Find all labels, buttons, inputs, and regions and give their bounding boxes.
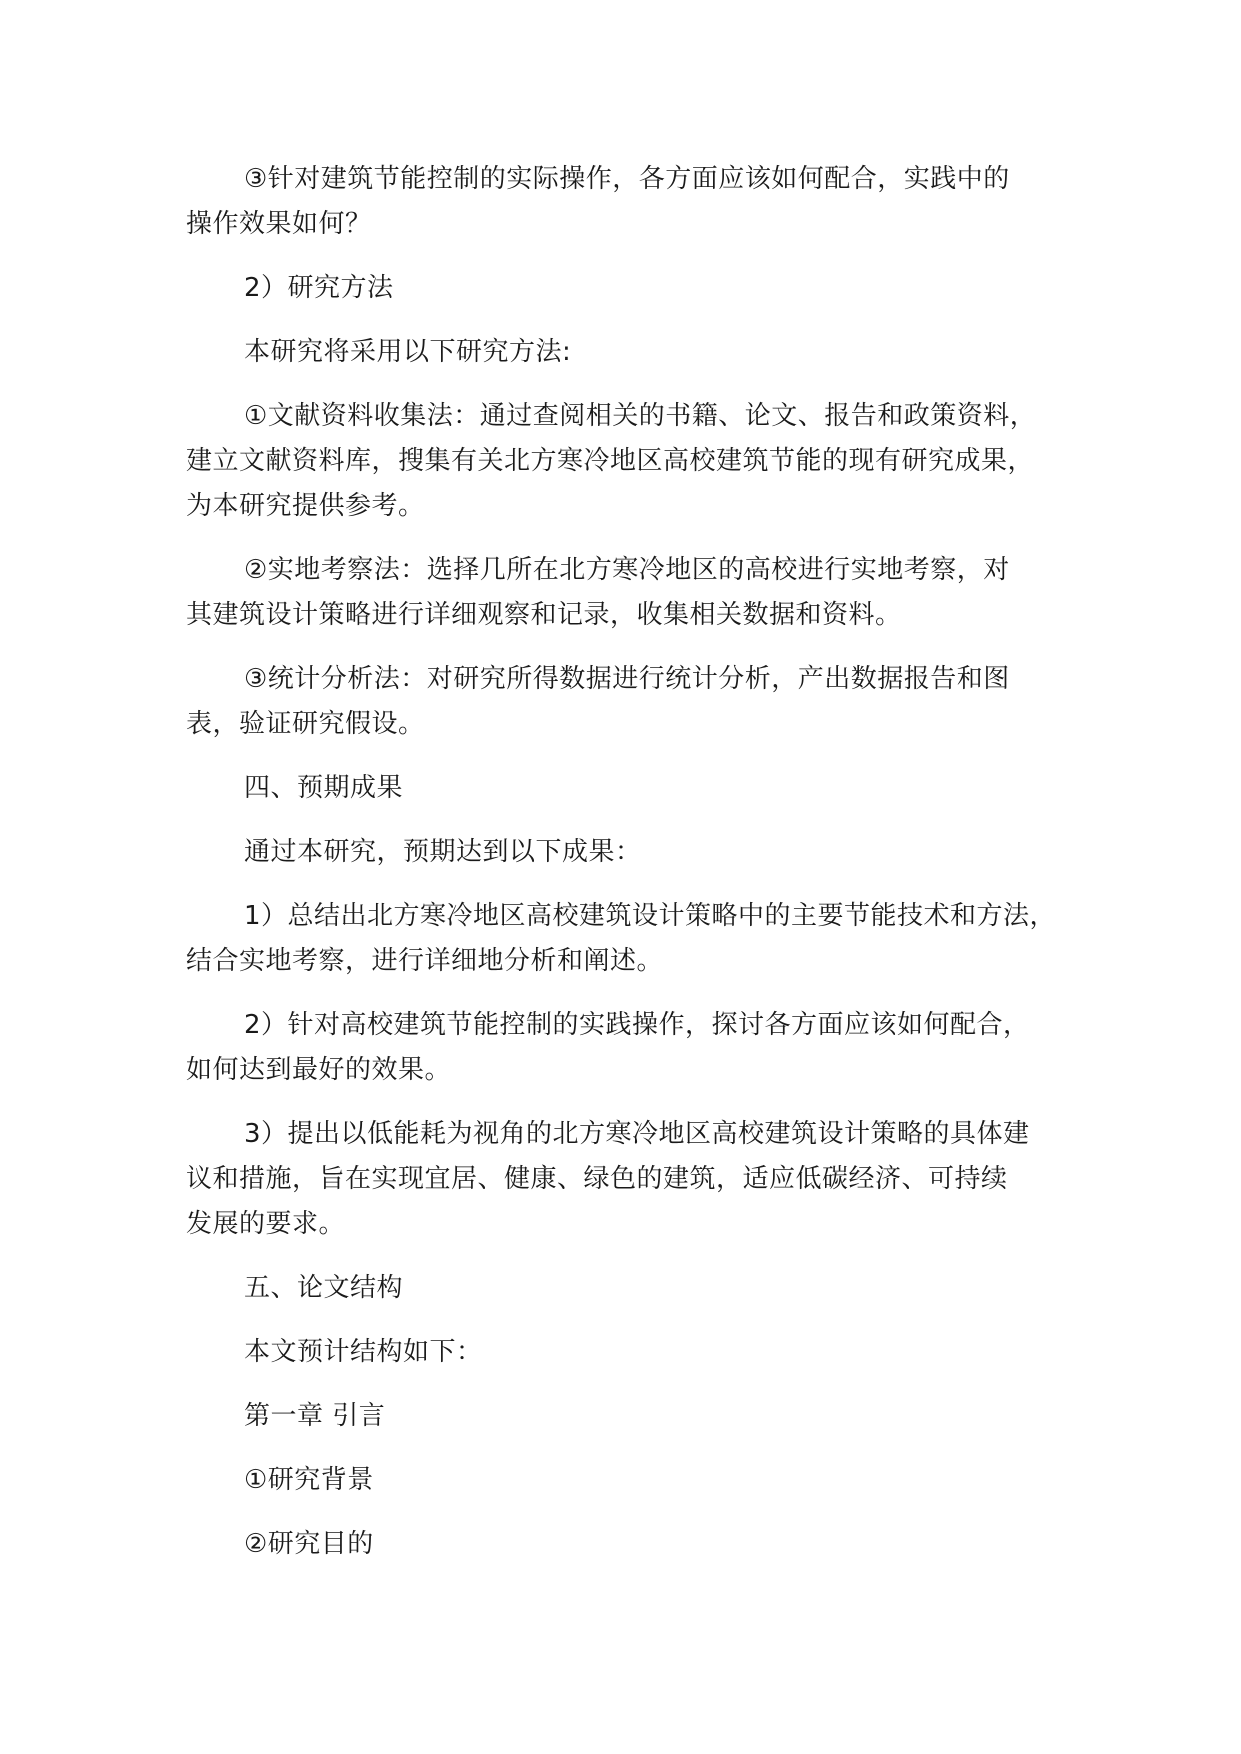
list-item-research-purpose [186, 1522, 1086, 1567]
text-line: 本文预计结构如下： [244, 1337, 483, 1367]
paragraph-question-3 [186, 157, 1086, 247]
text-line: 议和措施，旨在实现宜居、健康、绿色的建筑，适应低碳经济、可持续 [186, 1164, 1008, 1194]
text-line: 2）研究方法 [244, 273, 394, 303]
text-line: 3）提出以低能耗为视角的北方寒冷地区高校建筑设计策略的具体建 [244, 1119, 1030, 1149]
text-line: ①文献资料收集法：通过查阅相关的书籍、论文、报告和政策资料， [244, 401, 1037, 431]
text-line: 其建筑设计策略进行详细观察和记录，收集相关数据和资料。 [186, 600, 902, 630]
text-line: ①研究背景 [244, 1465, 374, 1495]
paragraph-method-statistics [186, 657, 1086, 747]
text-line: ③针对建筑节能控制的实际操作，各方面应该如何配合，实践中的 [244, 164, 1010, 194]
document-body [186, 157, 1086, 1586]
paragraph-result-1 [186, 894, 1086, 984]
paragraph-method-literature [186, 394, 1086, 529]
paragraph-result-2 [186, 1003, 1086, 1093]
text-line: 1）总结出北方寒冷地区高校建筑设计策略中的主要节能技术和方法， [244, 901, 1057, 931]
heading-expected-results [186, 766, 1086, 811]
paragraph-methods-intro [186, 330, 1086, 375]
text-line: 发展的要求。 [186, 1209, 346, 1239]
heading-research-methods [186, 266, 1086, 311]
text-line: 2）针对高校建筑节能控制的实践操作，探讨各方面应该如何配合， [244, 1010, 1030, 1040]
paragraph-result-3 [186, 1112, 1086, 1247]
text-line: 第一章 引言 [244, 1401, 386, 1431]
text-line: 操作效果如何？ [186, 209, 372, 239]
text-line: ②研究目的 [244, 1529, 374, 1559]
text-line: 四、预期成果 [244, 773, 404, 803]
text-line: 表，验证研究假设。 [186, 709, 425, 739]
text-line: 建立文献资料库，搜集有关北方寒冷地区高校建筑节能的现有研究成果， [186, 446, 1035, 476]
text-line: 通过本研究，预期达到以下成果： [244, 837, 642, 867]
paragraph-structure-intro [186, 1330, 1086, 1375]
text-line: 结合实地考察，进行详细地分析和阐述。 [186, 946, 664, 976]
paragraph-method-fieldwork [186, 548, 1086, 638]
list-item-research-background [186, 1458, 1086, 1503]
text-line: 为本研究提供参考。 [186, 491, 425, 521]
heading-chapter-1 [186, 1394, 1086, 1439]
text-line: 如何达到最好的效果。 [186, 1055, 452, 1085]
text-line: ②实地考察法：选择几所在北方寒冷地区的高校进行实地考察，对 [244, 555, 1010, 585]
heading-paper-structure [186, 1266, 1086, 1311]
text-line: 本研究将采用以下研究方法: [244, 337, 572, 367]
text-line: ③统计分析法：对研究所得数据进行统计分析，产出数据报告和图 [244, 664, 1010, 694]
text-line: 五、论文结构 [244, 1273, 404, 1303]
paragraph-results-intro [186, 830, 1086, 875]
